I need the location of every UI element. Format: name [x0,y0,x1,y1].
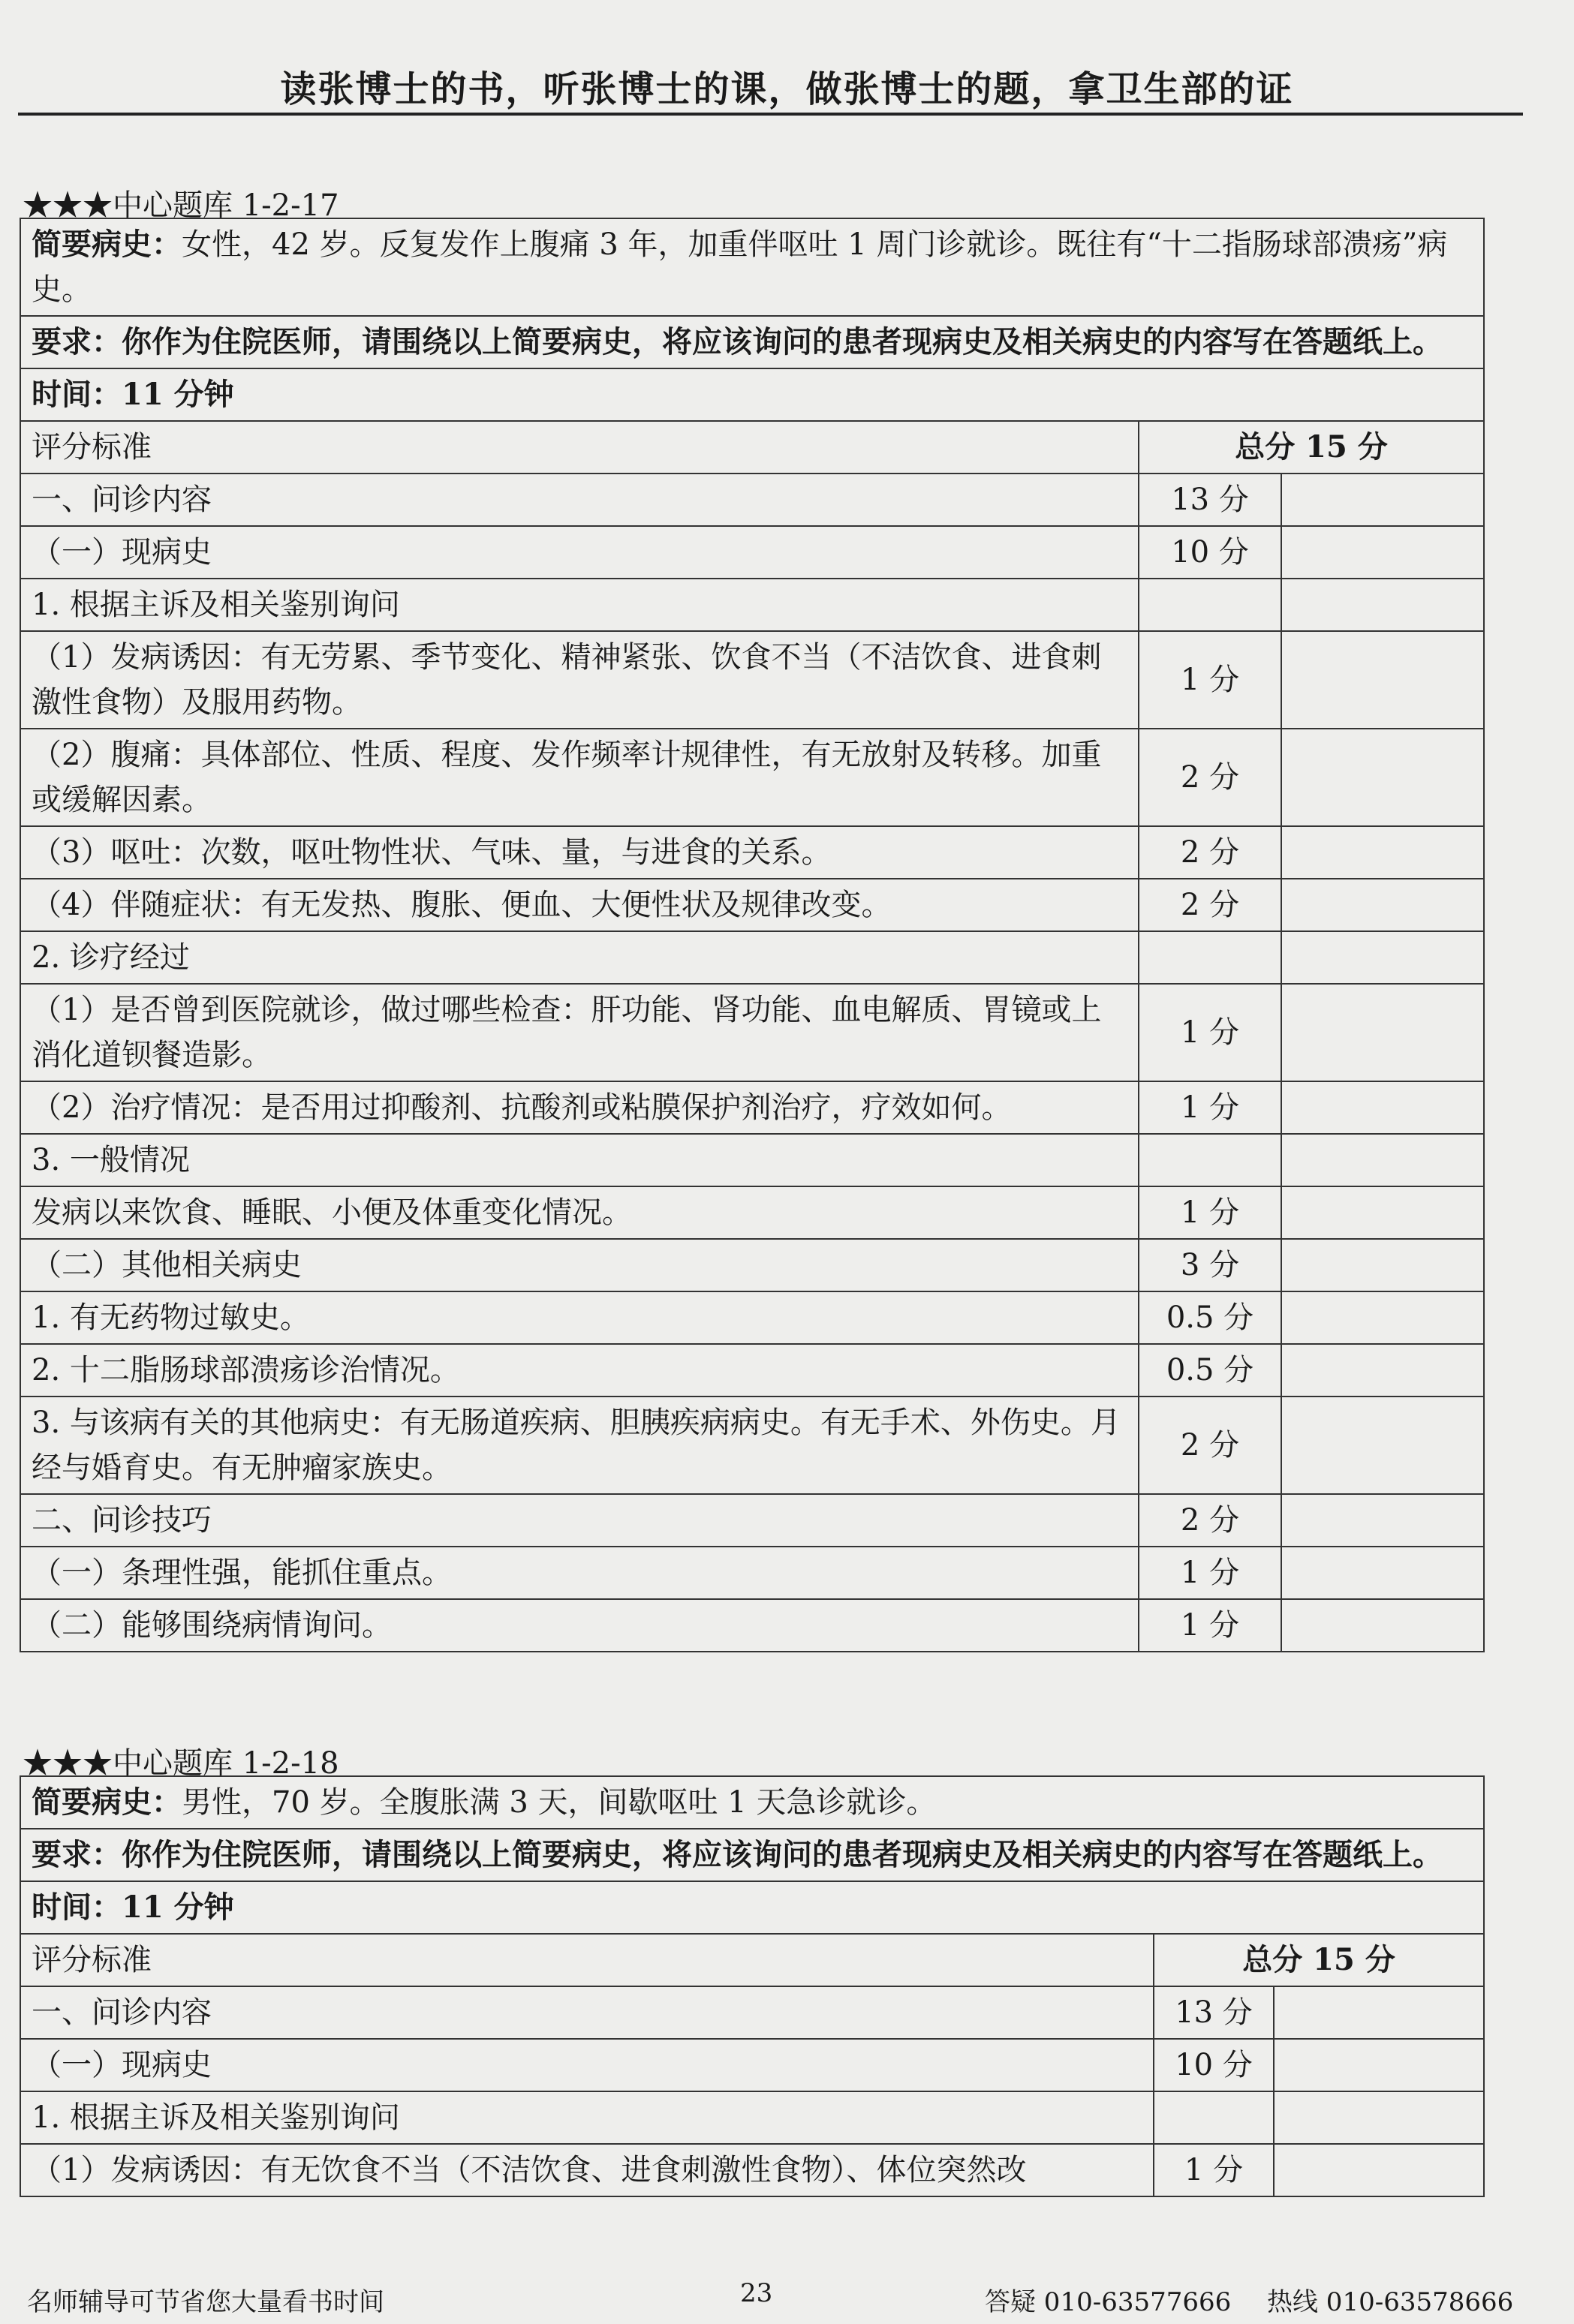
criteria-score: 2 分 [1139,1494,1281,1547]
blank-cell [1274,2144,1484,2196]
blank-cell [1281,1599,1484,1652]
criteria-score: 1 分 [1139,1547,1281,1599]
blank-cell [1281,1134,1484,1186]
criteria-text: （2）治疗情况：是否用过抑酸剂、抗酸剂或粘膜保护剂治疗，疗效如何。 [20,1081,1139,1134]
table-row [20,1291,1484,1344]
criteria-score: 0.5 分 [1139,1344,1281,1397]
blank-cell [1281,474,1484,526]
criteria-score: 1 分 [1139,1081,1281,1134]
table-row [20,1186,1484,1239]
blank-cell [1281,931,1484,984]
page-header: 读张博士的书，听张博士的课，做张博士的题，拿卫生部的证 [280,68,1294,110]
q1-history: 女性，42 岁。反复发作上腹痛 3 年，加重伴呕吐 1 周门诊就诊。既往有“十二指肠球部溃疡”病史。 [32,227,1448,307]
table-row [20,1081,1484,1134]
criteria-text: （1）是否曾到医院就诊，做过哪些检查：肝功能、肾功能、血电解质、胃镜或上消化道钡餐造影。 [20,984,1139,1081]
criteria-text: （2）腹痛：具体部位、性质、程度、发作频率计规律性，有无放射及转移。加重或缓解因素。 [20,729,1139,826]
table-row [20,1599,1484,1652]
blank-cell [1281,984,1484,1081]
criteria-score [1154,2091,1274,2144]
criteria-score: 0.5 分 [1139,1291,1281,1344]
criteria-score: 13 分 [1154,1986,1274,2039]
q1-heading: ★★★中心题库 1-2-17 [23,188,339,223]
q2-table [20,1775,1485,2197]
criteria-score: 2 分 [1139,1397,1281,1494]
table-row [20,826,1484,879]
q1-history-row [20,218,1484,316]
q1-table [20,218,1485,1652]
criteria-score [1139,579,1281,631]
page-number: 23 [740,2278,773,2308]
q2-history-row [20,1776,1484,1829]
blank-cell [1281,631,1484,729]
blank-cell [1274,2091,1484,2144]
table-row [20,931,1484,984]
footer-qa-phone: 答疑 010-63577666 [985,2287,1232,2317]
blank-cell [1274,1986,1484,2039]
q1-criteria-row [20,421,1484,474]
blank-cell [1281,1494,1484,1547]
q2-time: 时间：11 分钟 [20,1881,1484,1934]
criteria-score: 1 分 [1139,1186,1281,1239]
blank-cell [1281,1291,1484,1344]
q1-time-row [20,368,1484,421]
q2-criteria-row [20,1934,1484,1986]
table-row [20,1397,1484,1494]
table-row [20,1134,1484,1186]
criteria-score: 10 分 [1139,526,1281,579]
q1-requirement: 要求：你作为住院医师，请围绕以上简要病史，将应该询问的患者现病史及相关病史的内容写在答题纸上。 [20,316,1484,368]
criteria-score [1139,1134,1281,1186]
blank-cell [1281,1239,1484,1291]
table-row [20,984,1484,1081]
blank-cell [1281,826,1484,879]
blank-cell [1281,729,1484,826]
footer-hotline: 热线 010-63578666 [1267,2287,1514,2317]
header-rule [18,113,1523,116]
criteria-score: 1 分 [1139,631,1281,729]
blank-cell [1281,1547,1484,1599]
criteria-text: 一、问诊内容 [20,474,1139,526]
blank-cell [1274,2039,1484,2091]
criteria-text: 3. 一般情况 [20,1134,1139,1186]
blank-cell [1281,526,1484,579]
footer-slogan: 名师辅导可节省您大量看书时间 [27,2287,384,2317]
table-row [20,2091,1484,2144]
q2-history-label: 简要病史： [32,1784,182,1820]
blank-cell [1281,1186,1484,1239]
criteria-text: 一、问诊内容 [20,1986,1154,2039]
table-row [20,2039,1484,2091]
q1-history-label: 简要病史： [32,227,182,262]
criteria-text: （一）现病史 [20,526,1139,579]
table-row [20,526,1484,579]
criteria-score: 13 分 [1139,474,1281,526]
criteria-text: （二）能够围绕病情询问。 [20,1599,1139,1652]
table-row [20,1239,1484,1291]
criteria-text: （二）其他相关病史 [20,1239,1139,1291]
criteria-text: 2. 诊疗经过 [20,931,1139,984]
criteria-score: 10 分 [1154,2039,1274,2091]
q2-total: 总分 15 分 [1154,1934,1484,1986]
q2-rows [20,1986,1484,2196]
criteria-text: （一）现病史 [20,2039,1154,2091]
q2-requirement-row [20,1829,1484,1881]
criteria-score: 2 分 [1139,826,1281,879]
table-row [20,1494,1484,1547]
criteria-score: 2 分 [1139,879,1281,931]
criteria-score [1139,931,1281,984]
criteria-score: 3 分 [1139,1239,1281,1291]
table-row [20,2144,1484,2196]
q2-time-row [20,1881,1484,1934]
q2-criteria-label: 评分标准 [20,1934,1154,1986]
blank-cell [1281,1344,1484,1397]
blank-cell [1281,1081,1484,1134]
table-row [20,879,1484,931]
criteria-text: （3）呕吐：次数，呕吐物性状、气味、量，与进食的关系。 [20,826,1139,879]
blank-cell [1281,579,1484,631]
table-row [20,631,1484,729]
criteria-text: （1）发病诱因：有无饮食不当（不洁饮食、进食刺激性食物）、体位突然改 [20,2144,1154,2196]
q2-heading: ★★★中心题库 1-2-18 [23,1746,339,1781]
criteria-text: （一）条理性强，能抓住重点。 [20,1547,1139,1599]
criteria-score: 1 分 [1139,984,1281,1081]
criteria-text: 2. 十二脂肠球部溃疡诊治情况。 [20,1344,1139,1397]
table-row [20,1547,1484,1599]
table-row [20,1986,1484,2039]
criteria-score: 1 分 [1139,1599,1281,1652]
q1-requirement-row [20,316,1484,368]
table-row [20,579,1484,631]
criteria-text: 3. 与该病有关的其他病史：有无肠道疾病、胆胰疾病病史。有无手术、外伤史。月经与婚育史。有无肿瘤家族史。 [20,1397,1139,1494]
q2-history: 男性，70 岁。全腹胀满 3 天，间歇呕吐 1 天急诊就诊。 [182,1785,937,1820]
q1-total: 总分 15 分 [1139,421,1484,474]
q1-time: 时间：11 分钟 [20,368,1484,421]
criteria-text: （1）发病诱因：有无劳累、季节变化、精神紧张、饮食不当（不洁饮食、进食刺激性食物）及服用药物。 [20,631,1139,729]
blank-cell [1281,1397,1484,1494]
criteria-text: 1. 根据主诉及相关鉴别询问 [20,579,1139,631]
criteria-score: 2 分 [1139,729,1281,826]
table-row [20,1344,1484,1397]
q2-requirement: 要求：你作为住院医师，请围绕以上简要病史，将应该询问的患者现病史及相关病史的内容写在答题纸上。 [20,1829,1484,1881]
criteria-text: 1. 有无药物过敏史。 [20,1291,1139,1344]
criteria-text: （4）伴随症状：有无发热、腹胀、便血、大便性状及规律改变。 [20,879,1139,931]
q1-rows [20,474,1484,1652]
q1-criteria-label: 评分标准 [20,421,1139,474]
blank-cell [1281,879,1484,931]
criteria-text: 二、问诊技巧 [20,1494,1139,1547]
table-row [20,474,1484,526]
criteria-score: 1 分 [1154,2144,1274,2196]
criteria-text: 1. 根据主诉及相关鉴别询问 [20,2091,1154,2144]
table-row [20,729,1484,826]
criteria-text: 发病以来饮食、睡眠、小便及体重变化情况。 [20,1186,1139,1239]
